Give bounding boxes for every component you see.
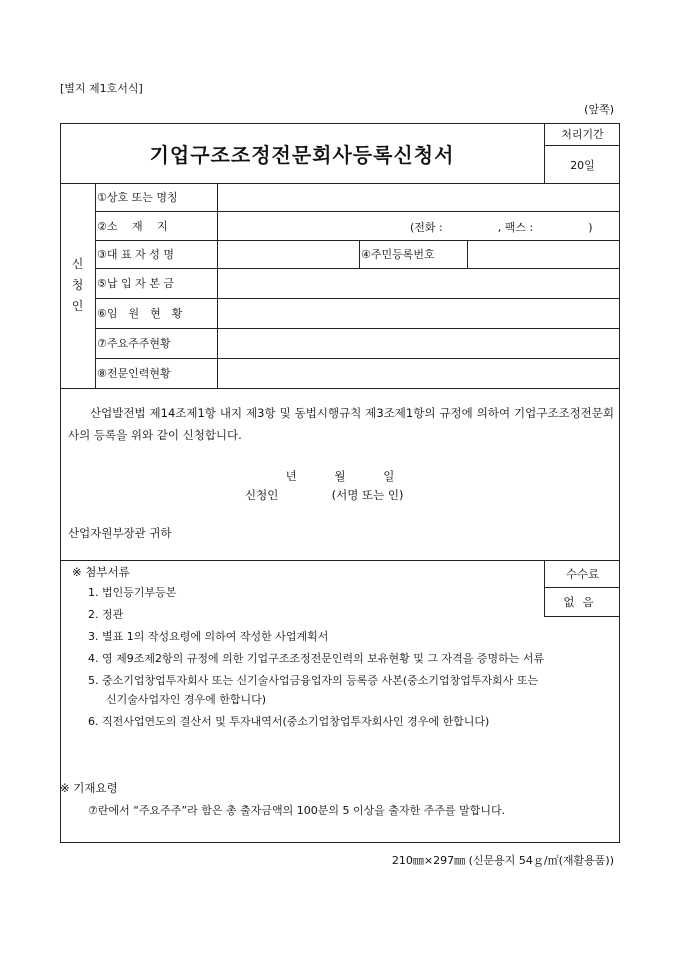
- attachment-item: 4. 영 제9조제2항의 규정에 의한 기업구조조정전문인력의 보유현황 및 그 자격을 증명하는 서류: [88, 652, 545, 665]
- applicant-bottom-rule: [60, 388, 620, 389]
- attachments-list: [88, 583, 548, 734]
- attachment-item: 5. 중소기업창업투자회사 또는 신기술사업금융업자의 등록증 사본(중소기업창업투자회사 또는 신기술사업자인 경우에 한합니다): [88, 674, 539, 706]
- processing-period-label: 처리기간: [561, 128, 604, 141]
- representative-divider-1: [359, 240, 360, 268]
- attachments-title: ※ 첨부서류: [72, 565, 130, 579]
- attachment-item: 3. 별표 1의 작성요령에 의하여 작성한 사업계획서: [88, 630, 329, 643]
- applicant-char-3: 인: [71, 299, 84, 313]
- declaration-bottom-rule: [60, 560, 620, 561]
- form-title: 기업구조조정전문회사등록신청서: [149, 142, 455, 167]
- field-capital-label: ⑤납 입 자 본 금: [97, 277, 174, 290]
- fee-label: 수수료: [565, 567, 600, 581]
- addressee: 산업자원부장관 귀하: [68, 526, 172, 540]
- notes-text: ⑦란에서 “주요주주”라 함은 총 출자금액의 100분의 5 이상을 출자한 주주를 말합니다.: [88, 804, 506, 817]
- fee-value: 없음: [563, 595, 602, 609]
- applicant-char-2: 청: [71, 278, 84, 292]
- row-rule-5: [95, 328, 620, 329]
- field-experts-label: ⑧전문인력현황: [97, 367, 171, 380]
- attachment-item: 6. 직전사업연도의 결산서 및 투자내역서(중소기업창업투자회사인 경우에 한합니다): [88, 715, 490, 728]
- paper-spec: 210㎜×297㎜ (신문용지 54ｇ/㎡(재활용품)): [391, 854, 614, 867]
- fee-bottom-rule: [544, 616, 620, 617]
- field-officers-label: ⑥임 원 현 황: [97, 307, 183, 320]
- signature-line: [245, 487, 403, 503]
- field-name-label: ①상호 또는 명칭: [97, 191, 178, 204]
- applicant-section-label: [60, 183, 95, 388]
- field-resident-no-label: ④주민등록번호: [361, 248, 435, 261]
- applicant-label: 신청인: [245, 488, 279, 502]
- row-rule-6: [95, 358, 620, 359]
- applicant-char-1: 신: [71, 257, 84, 271]
- front-side-label: (앞쪽): [584, 103, 614, 116]
- signature-label: (서명 또는 인): [331, 488, 404, 502]
- processing-period-value: 20일: [570, 158, 595, 172]
- field-shareholders-label: ⑦주요주주현황: [97, 337, 171, 350]
- field-representative-label: ③대 표 자 성 명: [97, 248, 174, 261]
- form-number-label: [별지 제1호서식]: [60, 82, 143, 95]
- declaration-text: 산업발전법 제14조제1항 내지 제3항 및 동법시행규칙 제3조제1항의 규정에 의하여 기업구조조정전문회사의 등록을 위와 같이 신청합니다.: [68, 406, 614, 442]
- attachment-item: 2. 정관: [88, 608, 124, 621]
- field-location-label: ②소 재 지: [97, 220, 168, 233]
- date-line: 년 월 일: [285, 469, 395, 483]
- notes-title: ※ 기재요령: [60, 781, 118, 795]
- attachment-item: 1. 법인등기부등본: [88, 586, 177, 599]
- representative-divider-2: [467, 240, 468, 268]
- row-rule-1: [95, 211, 620, 212]
- field-phone-fax: (전화 : , 팩스 : ): [410, 221, 593, 234]
